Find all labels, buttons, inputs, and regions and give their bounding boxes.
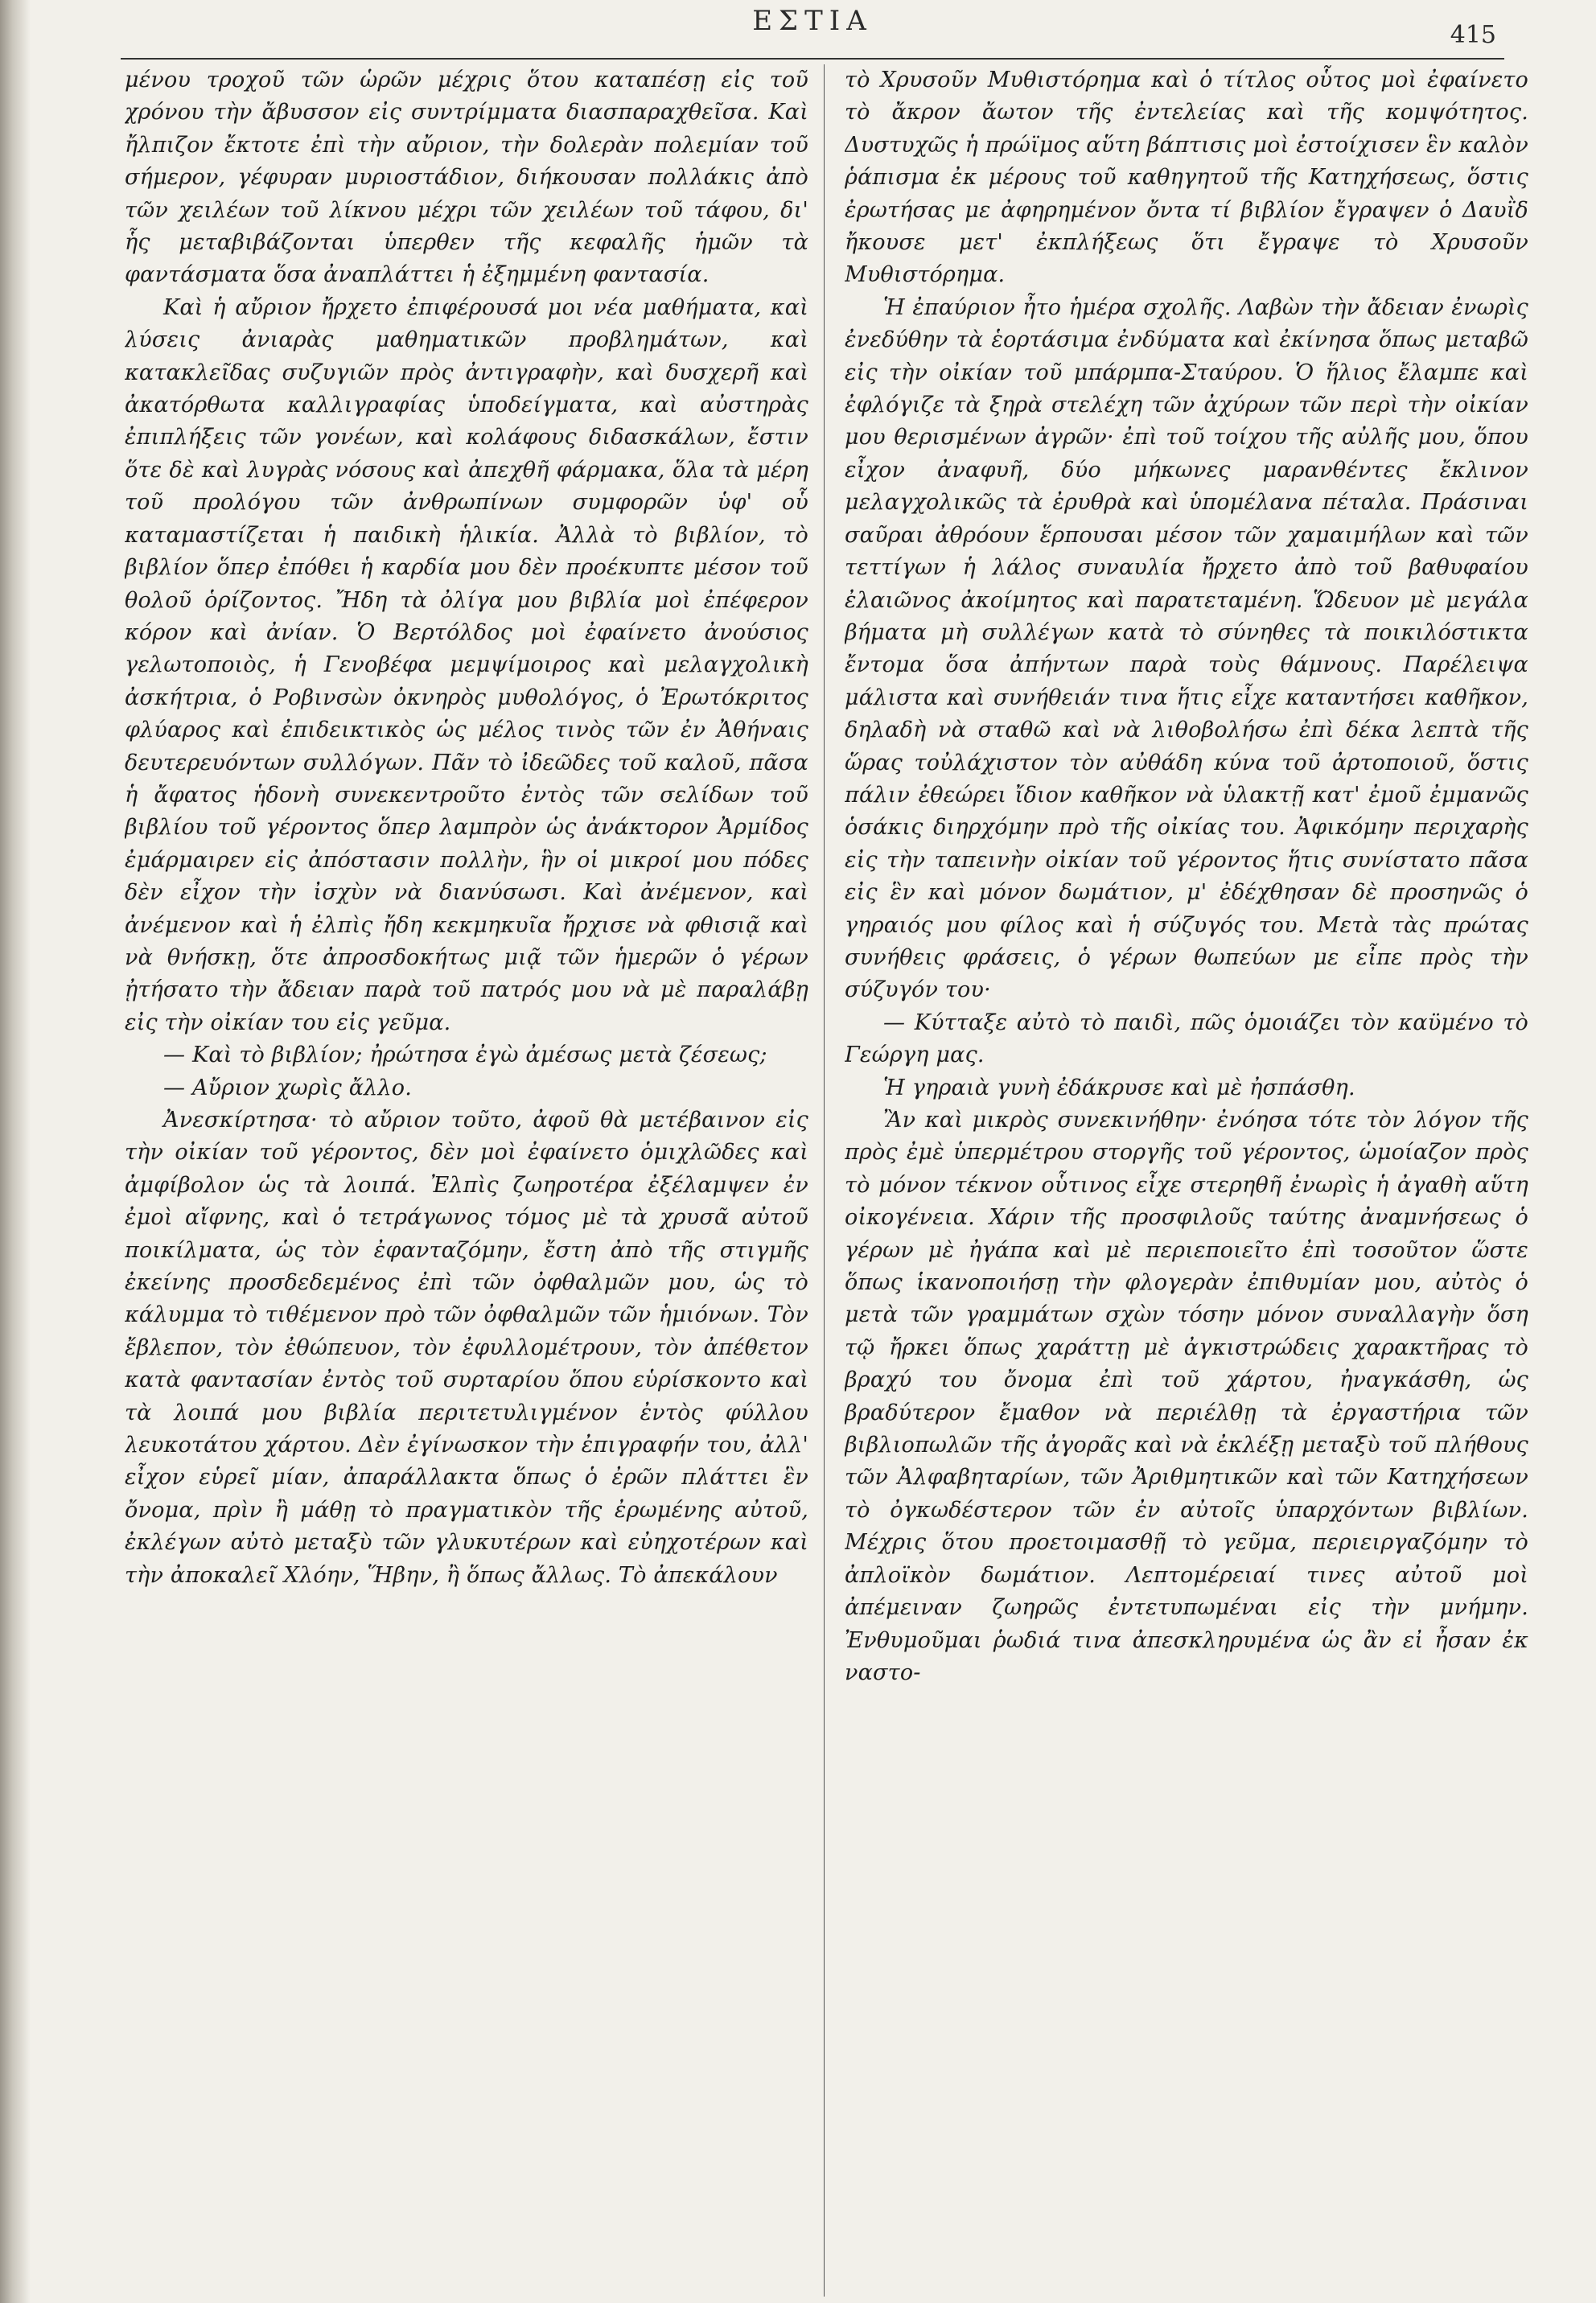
left-column: [125, 64, 808, 2297]
paragraph: Ἀνεσκίρτησα· τὸ αὔριον τοῦτο, ἀφοῦ θὰ μετέβαινον εἰς τὴν οἰκίαν τοῦ γέροντος, δὲν μοὶ ἐφαίνετο ὁμιχλῶδες καὶ ἀμφίβολον ὡς τὰ λοιπά. Ἐλπὶς ζωηροτέρα ἐξέλαμψεν ἐν ἐμοὶ αἴφνης, καὶ ὁ τετράγωνος τόμος μὲ τὰ χρυσᾶ αὐτοῦ ποικίλματα, ὡς τὸν ἐφανταζόμην, ἔστη ἀπὸ τῆς στιγμῆς ἐκείνης προσδεδεμένος ἐπὶ τῶν ὀφθαλμῶν μου, ὡς τὸ κάλυμμα τὸ τιθέμενον πρὸ τῶν ὀφθαλμῶν τῶν ἡμιόνων. Τὸν ἔβλεπον, τὸν ἐθώπευον, τὸν ἐφυλλομέτρουν, τὸν ἀπέθετον κατὰ φαντασίαν ἐντὸς τοῦ συρταρίου ὅπου εὑρίσκοντο καὶ τὰ λοιπά μου βιβλία περιτετυλιγμένον ἐντὸς φύλλου λευκοτάτου χάρτου. Δὲν ἐγίνωσκον τὴν ἐπιγραφήν του, ἀλλ' εἶχον εὑρεῖ μίαν, ἀπαράλλακτα ὅπως ὁ ἐρῶν πλάττει ἓν ὄνομα, πρὶν ἢ μάθῃ τὸ πραγματικὸν τῆς ἐρωμένης αὐτοῦ, ἐκλέγων αὐτὸ μεταξὺ τῶν γλυκυτέρων καὶ εὐηχοτέρων καὶ τὴν ἀποκαλεῖ Χλόην, Ἥβην, ἢ ὅπως ἄλλως. Τὸ ἀπεκάλουν: [125, 1108, 808, 1588]
paragraph: τὸ Χρυσοῦν Μυθιστόρημα καὶ ὁ τίτλος οὗτος μοὶ ἐφαίνετο τὸ ἄκρον ἄωτον τῆς ἐντελείας καὶ τῆς κομψότητος. Δυστυχῶς ἡ πρώϊμος αὕτη βάπτισις μοὶ ἐστοίχισεν ἓν καλὸν ῥάπισμα ἐκ μέρους τοῦ καθηγητοῦ τῆς Κατηχήσεως, ὅστις ἐρωτήσας με ἀφηρημένον ὄντα τί βιβλίον ἔγραψεν ὁ Δαυῒδ ἤκουσε μετ' ἐκπλήξεως ὅτι ἔγραψε τὸ Χρυσοῦν Μυθιστόρημα.: [845, 68, 1528, 288]
paragraph: — Καὶ τὸ βιβλίον; ἠρώτησα ἐγὼ ἀμέσως μετὰ ζέσεως;: [163, 1043, 767, 1068]
binding-shadow: [0, 0, 31, 2303]
paragraph: Καὶ ἡ αὔριον ἤρχετο ἐπιφέρουσά μοι νέα μαθήματα, καὶ λύσεις ἀνιαρὰς μαθηματικῶν προβλημάτων, καὶ κατακλεῖδας συζυγιῶν πρὸς ἀντιγραφὴν, καὶ δυσχερῆ καὶ ἀκατόρθωτα καλλιγραφίας ὑποδείγματα, καὶ αὐστηρὰς ἐπιπλήξεις τῶν γονέων, καὶ κολάφους διδασκάλων, ἔστιν ὅτε δὲ καὶ λυγρὰς νόσους καὶ ἀπεχθῆ φάρμακα, ὅλα τὰ μέρη τοῦ προλόγου τῶν ἀνθρωπίνων συμφορῶν ὑφ' οὗ καταμαστίζεται ἡ παιδικὴ ἡλικία. Ἀλλὰ τὸ βιβλίον, τὸ βιβλίον ὅπερ ἐπόθει ἡ καρδία μου δὲν προέκυπτε μέσον τοῦ θολοῦ ὁρίζοντος. Ἤδη τὰ ὀλίγα μου βιβλία μοὶ ἐπέφερον κόρον καὶ ἀνίαν. Ὁ Βερτόλδος μοὶ ἐφαίνετο ἀνούσιος γελωτοποιὸς, ἡ Γενοβέφα μεμψίμοιρος καὶ μελαγχολικὴ ἀσκήτρια, ὁ Ροβινσὼν ὀκνηρὸς μυθολόγος, ὁ Ἐρωτόκριτος φλύαρος καὶ ἐπιδεικτικὸς ὡς μέλος τινὸς τῶν ἐν Ἀθήναις δευτερευόντων συλλόγων. Πᾶν τὸ ἰδεῶδες τοῦ καλοῦ, πᾶσα ἡ ἄφατος ἡδονὴ συνεκεντροῦτο ἐντὸς τῶν σελίδων τοῦ βιβλίου τοῦ γέροντος ὅπερ λαμπρὸν ὡς ἀνάκτορον Ἀρμίδος ἐμάρμαιρεν εἰς ἀπόστασιν πολλὴν, ἣν οἱ μικροί μου πόδες δὲν εἶχον τὴν ἰσχὺν νὰ διανύσωσι. Καὶ ἀνέμενον, καὶ ἀνέμενον καὶ ἡ ἐλπὶς ἤδη κεκμηκυῖα ἤρχισε νὰ φθισιᾷ καὶ νὰ θνήσκῃ, ὅτε ἀπροσδοκήτως μιᾷ τῶν ἡμερῶν ὁ γέρων ᾐτήσατο τὴν ἄδειαν παρὰ τοῦ πατρός μου νὰ μὲ παραλάβῃ εἰς τὴν οἰκίαν του εἰς γεῦμα.: [125, 294, 808, 1035]
paragraph: Ἡ ἐπαύριον ἦτο ἡμέρα σχολῆς. Λαβὼν τὴν ἄδειαν ἐνωρὶς ἐνεδύθην τὰ ἑορτάσιμα ἐνδύματα καὶ ἐκίνησα ὅπως μεταβῶ εἰς τὴν οἰκίαν τοῦ μπάρμπα-Σταύρου. Ὁ ἥλιος ἔλαμπε καὶ ἐφλόγιζε τὰ ξηρὰ στελέχη τῶν ἀχύρων τῶν περὶ τὴν οἰκίαν μου θερισμένων ἀγρῶν· ἐπὶ τοῦ τοίχου τῆς αὐλῆς μου, ὅπου εἶχον ἀναφυῆ, δύο μήκωνες μαρανθέντες ἔκλινον μελαγχολικῶς τὰ ἐρυθρὰ καὶ ὑπομέλανα πέταλα. Πράσιναι σαῦραι ἀθρόουν ἕρπουσαι μέσον τῶν χαμαιμήλων καὶ τῶν τεττίγων ἡ λάλος συναυλία ἤρχετο ἀπὸ τοῦ βαθυφαίου ἐλαιῶνος ἀκοίμητος καὶ παρατεταμένη. Ὥδευον μὲ μεγάλα βήματα μὴ συλλέγων κατὰ τὸ σύνηθες τὰ ποικιλόστικτα ἔντομα ὅσα ἀπήντων παρὰ τοὺς θάμνους. Παρέλειψα μάλιστα καὶ συνήθειάν τινα ἥτις εἶχε καταντήσει καθῆκον, δηλαδὴ νὰ σταθῶ καὶ νὰ λιθοβολήσω ἐπὶ δέκα λεπτὰ τῆς ὥρας τοὐλάχιστον τὸν αὐθάδη κύνα τοῦ ἀρτοποιοῦ, ὅστις πάλιν ἐθεώρει ἴδιον καθῆκον νὰ ὑλακτῇ κατ' ἐμοῦ ἐμμανῶς ὁσάκις διηρχόμην πρὸ τῆς οἰκίας του. Ἀφικόμην περιχαρὴς εἰς τὴν ταπεινὴν οἰκίαν τοῦ γέροντος ἥτις συνίστατο πᾶσα εἰς ἓν καὶ μόνον δωμάτιον, μ' ἐδέχθησαν δὲ προσηνῶς ὁ γηραιός μου φίλος καὶ ἡ σύζυγός του. Μετὰ τὰς πρώτας συνήθεις φράσεις, ὁ γέρων θωπεύων με εἶπε πρὸς τὴν σύζυγόν του·: [845, 294, 1528, 1003]
right-column: [845, 64, 1528, 2297]
page-number: 415: [1450, 21, 1496, 49]
paragraph: Ἂν καὶ μικρὸς συνεκινήθην· ἐνόησα τότε τὸν λόγον τῆς πρὸς ἐμὲ ὑπερμέτρου στοργῆς τοῦ γέροντος, ὡμοίαζον πρὸς τὸ μόνον τέκνον οὗτινος εἶχε στερηθῆ ἐνωρὶς ἡ ἀγαθὴ αὕτη οἰκογένεια. Χάριν τῆς προσφιλοῦς ταύτης ἀναμνήσεως ὁ γέρων μὲ ἠγάπα καὶ μὲ περιεποιεῖτο ἐπὶ τοσοῦτον ὥστε ὅπως ἱκανοποιήσῃ τὴν φλογερὰν ἐπιθυμίαν μου, αὐτὸς ὁ μετὰ τῶν γραμμάτων σχὼν τόσην μόνον συναλλαγὴν ὅση τῷ ἤρκει ὅπως χαράττῃ μὲ ἀγκιστρώδεις χαρακτῆρας τὸ βραχύ του ὄνομα ἐπὶ τοῦ χάρτου, ἠναγκάσθη, ὡς βραδύτερον ἔμαθον νὰ περιέλθῃ τὰ ἐργαστήρια τῶν βιβλιοπωλῶν τῆς ἀγορᾶς καὶ νὰ ἐκλέξῃ μεταξὺ τοῦ πλήθους τῶν Ἀλφαβηταρίων, τῶν Ἀριθμητικῶν καὶ τῶν Κατηχήσεων τὸ ὀγκωδέστερον τῶν ἐν αὐτοῖς ὑπαρχόντων βιβλίων. Μέχρις ὅτου προετοιμασθῇ τὸ γεῦμα, περιειργαζόμην τὸ ἀπλοϊκὸν δωμάτιον. Λεπτομέρειαί τινες αὐτοῦ μοὶ ἀπέμειναν ζωηρῶς ἐντετυπωμέναι εἰς τὴν μνήμην. Ἐνθυμοῦμαι ῥωδιά τινα ἀπεσκληρυμένα ὡς ἂν εἰ ἦσαν ἐκ ναστο-: [845, 1108, 1528, 1685]
header-rule: [121, 58, 1504, 60]
paragraph: — Αὔριον χωρὶς ἄλλο.: [163, 1075, 413, 1100]
paragraph: μένου τροχοῦ τῶν ὡρῶν μέχρις ὅτου καταπέσῃ εἰς τοῦ χρόνου τὴν ἄβυσσον εἰς συντρίμματα διασπαραχθεῖσα. Καὶ ἤλπιζον ἔκτοτε ἐπὶ τὴν αὔριον, τὴν δολερὰν πολεμίαν τοῦ σήμερον, γέφυραν μυριοστάδιον, διήκουσαν πολλάκις ἀπὸ τῶν χειλέων τοῦ λίκνου μέχρι τῶν χειλέων τοῦ τάφου, δι' ἧς μεταβιβάζονται ὑπερθεν τῆς κεφαλῆς ἡμῶν τὰ φαντάσματα ὅσα ἀναπλάττει ἡ ἐξημμένη φαντασία.: [125, 68, 808, 288]
paragraph: Ἡ γηραιὰ γυνὴ ἐδάκρυσε καὶ μὲ ἠσπάσθη.: [883, 1075, 1355, 1100]
running-title: ΕΣΤΙΑ: [752, 5, 873, 37]
running-head: [121, 0, 1504, 53]
paragraph: — Κύτταξε αὐτὸ τὸ παιδὶ, πῶς ὁμοιάζει τὸν καϋμένο τὸ Γεώργη μας.: [845, 1010, 1528, 1068]
column-rule: [824, 64, 825, 2297]
